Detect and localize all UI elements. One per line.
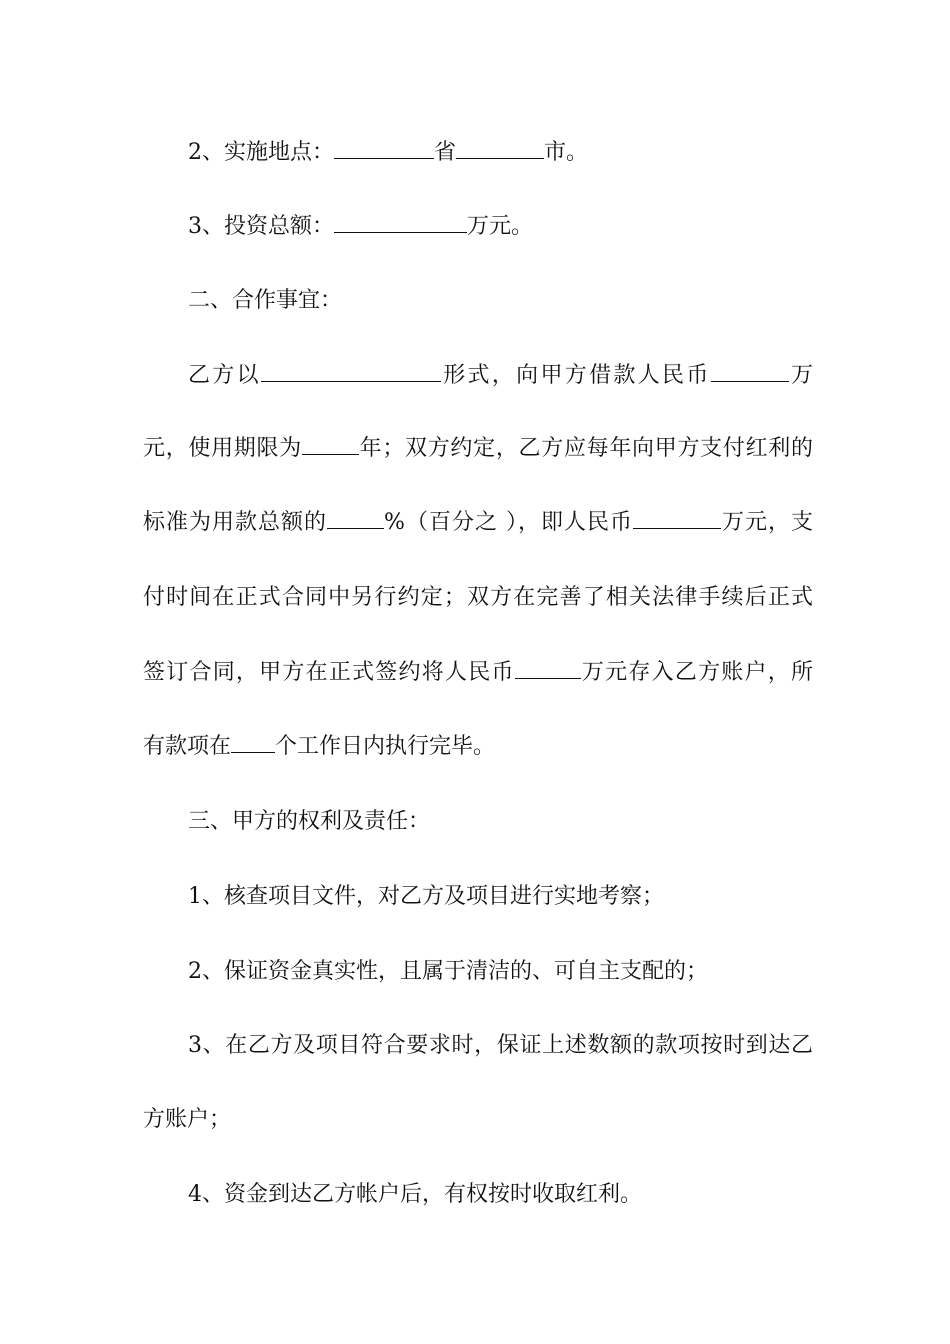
city-suffix: 市。 (544, 140, 589, 165)
investment-blank (334, 212, 467, 233)
term-blank (302, 434, 359, 455)
text-segment: 元，使用期限为 (143, 436, 302, 461)
percent-blank (327, 508, 384, 529)
clause-investment (188, 212, 813, 242)
text-segment: 形式，向甲方借款人民币 (440, 363, 711, 388)
paragraph-line-6 (143, 732, 813, 762)
clause-item-4: 4、资金到达乙方帐户后，有权按时收取红利。 (188, 1182, 642, 1207)
workdays-blank (231, 732, 275, 753)
text-segment: 有款项在 (143, 734, 232, 759)
text-segment: 签订合同，甲方在正式签约将人民币 (143, 660, 515, 685)
loan-amount-blank (711, 361, 789, 382)
city-blank (456, 138, 544, 159)
text-segment: 标准为用款总额的 (143, 510, 328, 535)
clause-item-3: 3、在乙方及项目符合要求时，保证上述数额的款项按时到达乙 (188, 1033, 813, 1058)
text-segment: %（百分之 ），即人民币 (384, 510, 633, 535)
paragraph-line-3 (143, 508, 813, 538)
paragraph-line-4: 付时间在正式合同中另行约定；双方在完善了相关法律手续后正式 (143, 585, 813, 610)
text-segment: 万元存入乙方账户，所 (580, 660, 813, 685)
province-blank (334, 138, 434, 159)
section-heading-cooperation: 二、合作事宜： (188, 288, 343, 313)
text-segment: 万元，支 (720, 510, 813, 535)
clause-location-label: 2、实施地点： (188, 140, 334, 165)
text-segment: 万 (788, 363, 813, 388)
section-heading-party-a: 三、甲方的权利及责任： (188, 809, 431, 834)
text-segment: 个工作日内执行完毕。 (275, 734, 496, 759)
paragraph-line-2 (143, 434, 813, 464)
paragraph-line-1 (188, 361, 813, 391)
dividend-amount-blank (633, 508, 721, 529)
clause-item-3-continued: 方账户； (143, 1107, 232, 1132)
investment-suffix: 万元。 (467, 214, 534, 239)
clause-item-2: 2、保证资金真实性，且属于清洁的、可自主支配的； (188, 959, 708, 984)
paragraph-line-5 (143, 658, 813, 688)
clause-item-1: 1、核查项目文件，对乙方及项目进行实地考察； (188, 884, 664, 909)
deposit-amount-blank (515, 658, 581, 679)
text-segment: 年；双方约定，乙方应每年向甲方支付红利的 (358, 436, 813, 461)
province-suffix: 省 (434, 140, 457, 165)
clause-location (188, 138, 813, 168)
text-segment: 乙方以 (188, 363, 261, 388)
clause-investment-label: 3、投资总额： (188, 214, 334, 239)
form-blank (261, 361, 441, 382)
